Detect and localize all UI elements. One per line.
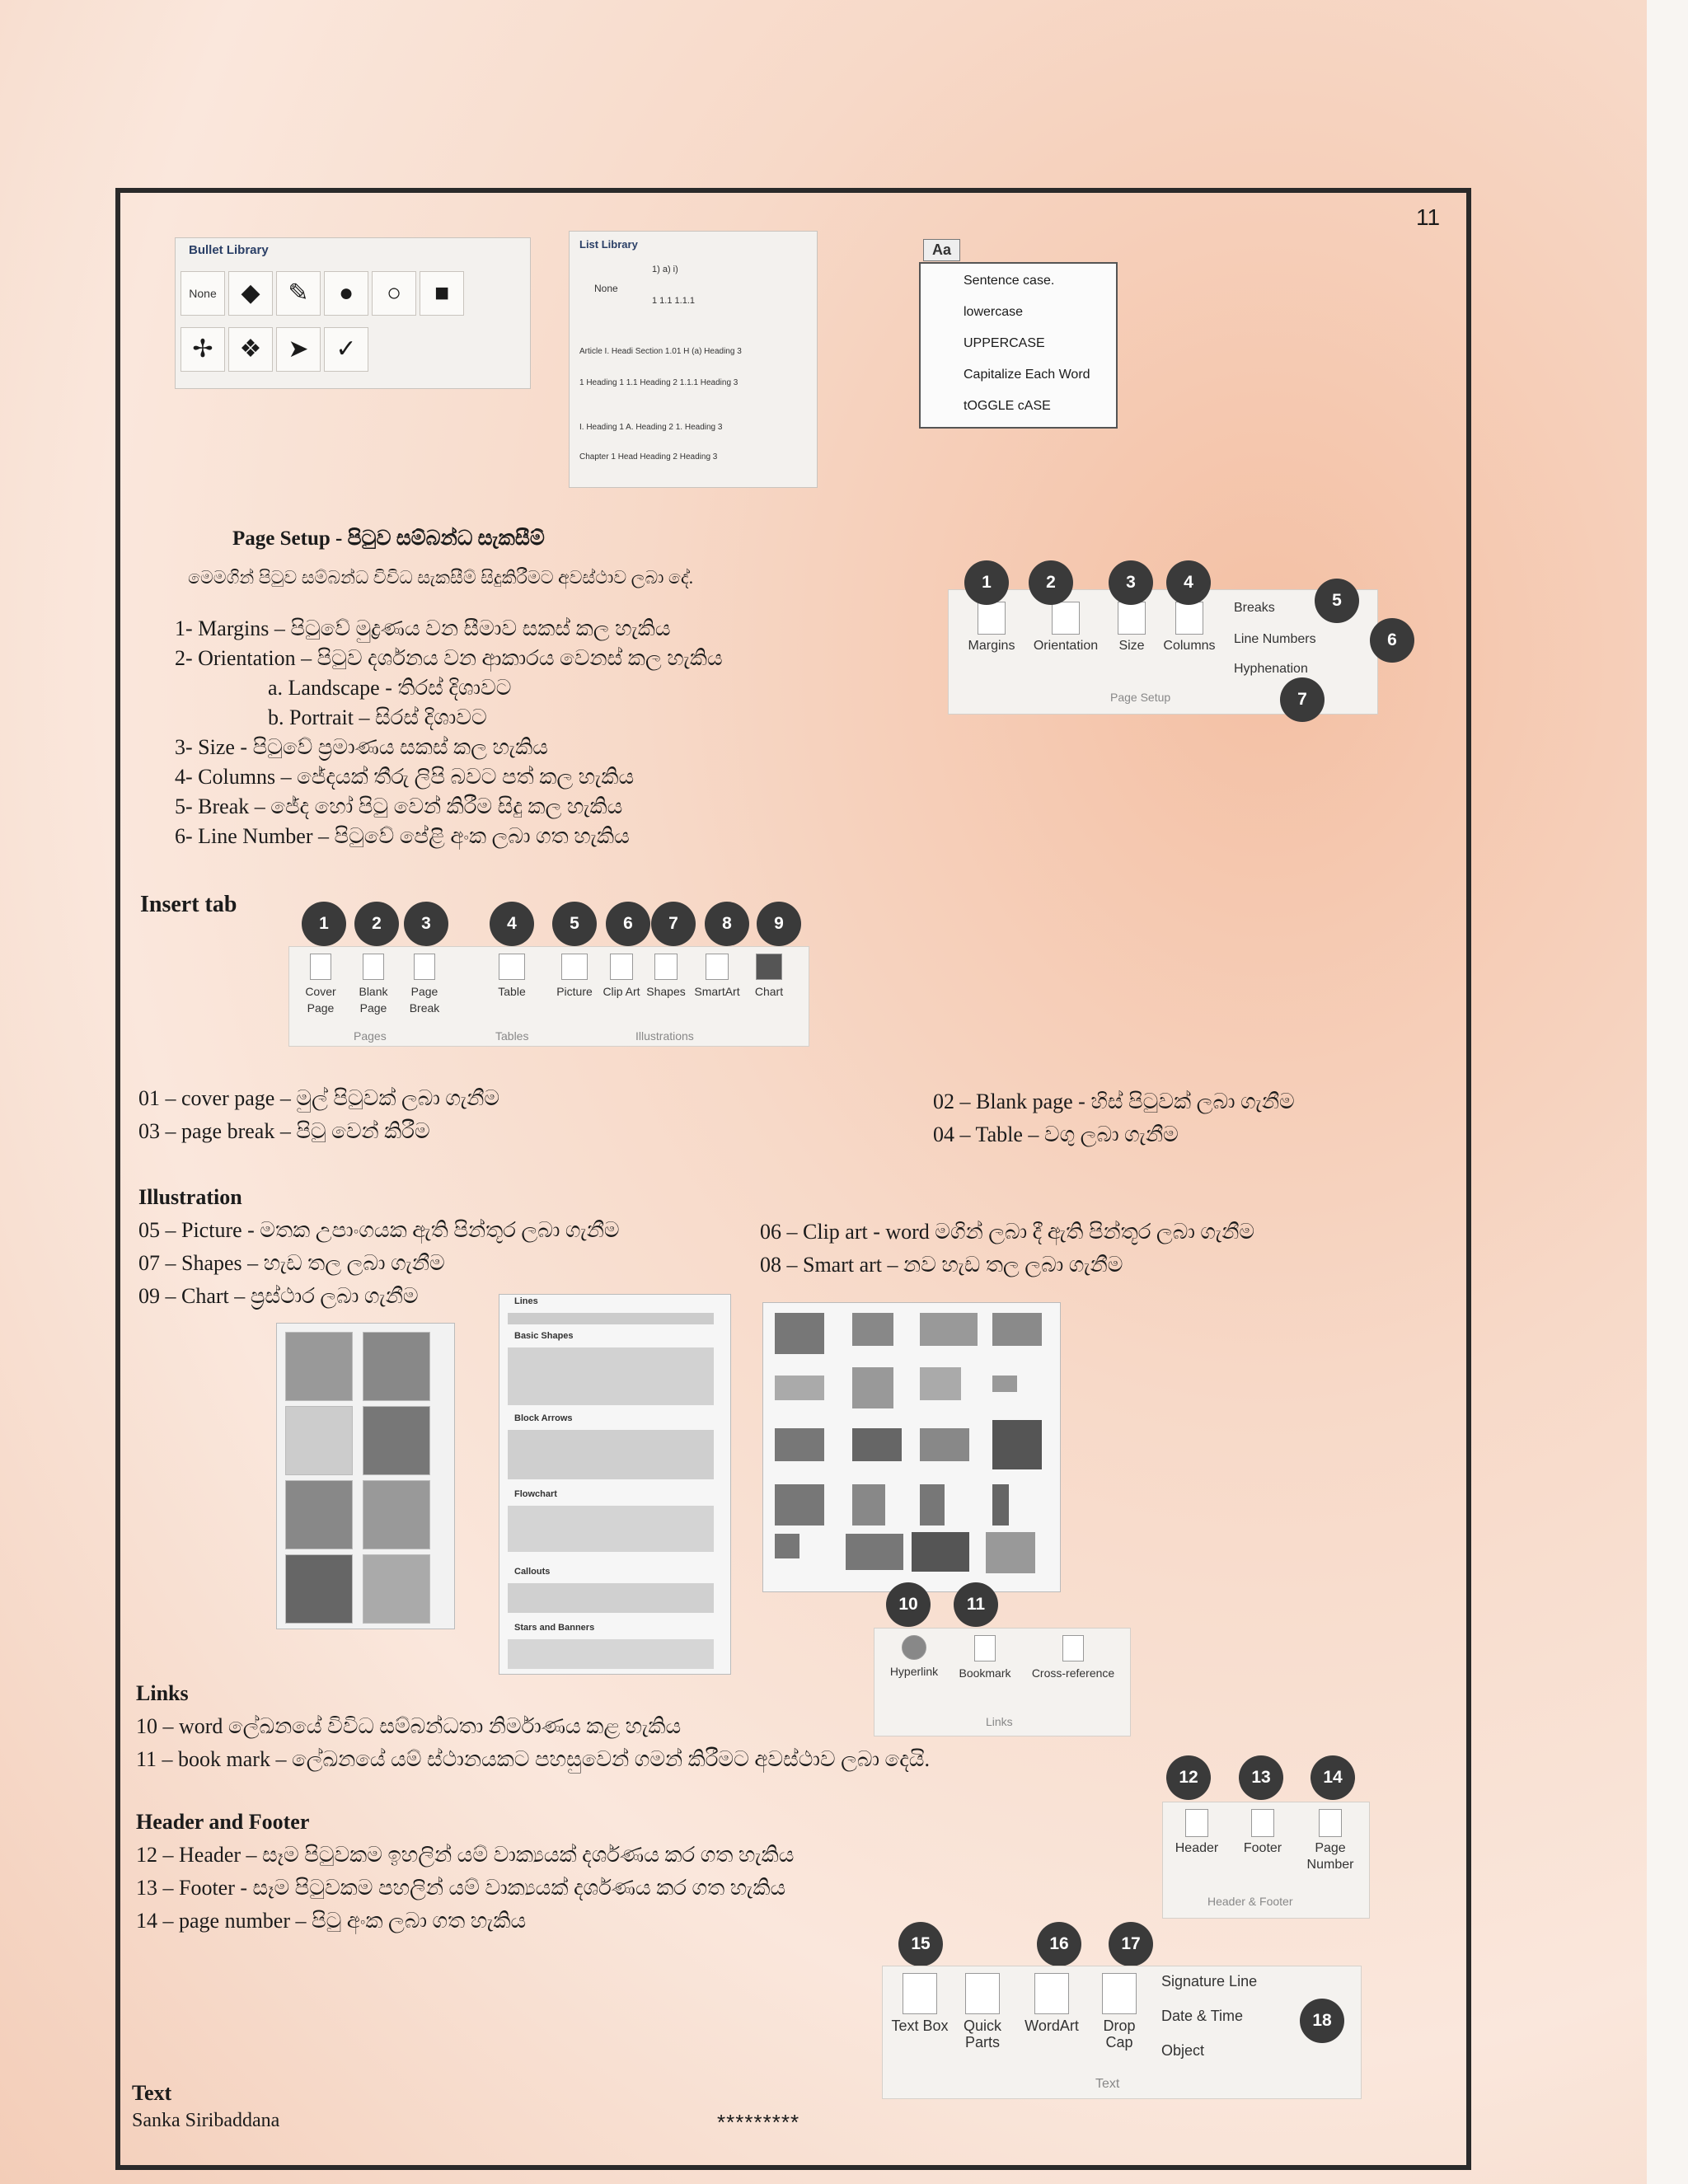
case-lower[interactable]: lowercase (964, 305, 1024, 319)
clip-art-thumbnail[interactable] (363, 1554, 430, 1624)
clip-art-thumbnail[interactable] (285, 1332, 353, 1401)
smartart-thumbnail[interactable] (992, 1313, 1042, 1346)
smartart-thumbnail[interactable] (992, 1484, 1009, 1526)
clip-art-thumbnail[interactable] (285, 1480, 353, 1549)
smartart-thumbnail[interactable] (920, 1428, 969, 1461)
badge: 4 (490, 902, 534, 946)
links-ribbon (874, 1628, 1131, 1736)
header-icon (1185, 1809, 1208, 1837)
smartart-thumbnail[interactable] (920, 1367, 961, 1400)
blank-page-button[interactable]: Blank Page (349, 954, 398, 1016)
size-icon (1118, 602, 1146, 635)
shapes-row[interactable] (508, 1430, 714, 1479)
object-button[interactable]: Object (1161, 2042, 1205, 2059)
quick-parts-icon (965, 1973, 1000, 2014)
bullet-square-icon[interactable]: ■ (420, 271, 464, 316)
page-number-icon (1319, 1809, 1342, 1837)
badge: 16 (1037, 1922, 1081, 1966)
shapes-section-label: Callouts (514, 1567, 551, 1577)
shapes-section-label: Stars and Banners (514, 1623, 595, 1633)
page-break-icon (414, 954, 435, 980)
shapes-row[interactable] (508, 1506, 714, 1552)
shapes-section-label: Block Arrows (514, 1413, 573, 1423)
table-icon (499, 954, 525, 980)
smartart-thumbnail[interactable] (775, 1484, 824, 1526)
list-library-panel (569, 231, 818, 488)
table-button[interactable]: Table (487, 954, 537, 1000)
badge: 9 (757, 902, 801, 946)
smartart-icon (706, 954, 729, 980)
list-row[interactable]: 1) a) i) (652, 265, 678, 274)
shapes-section-label: Flowchart (514, 1489, 557, 1499)
tables-group-label: Tables (495, 1029, 529, 1043)
shapes-row[interactable] (508, 1639, 714, 1669)
picture-icon (561, 954, 588, 980)
hyperlink-button[interactable]: Hyperlink (879, 1635, 949, 1680)
bullet-dot-icon[interactable]: ● (324, 271, 368, 316)
illustrations-group-label: Illustrations (635, 1029, 694, 1043)
bullet-diamond-icon[interactable]: ◆ (228, 271, 273, 316)
smartart-thumbnail[interactable] (775, 1313, 824, 1354)
badge: 5 (1315, 579, 1359, 623)
page-edge (1647, 0, 1688, 2184)
insert-tab-title: Insert tab (140, 892, 237, 917)
text-box-button[interactable]: Text Box (891, 1973, 949, 2034)
badge: 18 (1300, 1999, 1344, 2043)
shapes-icon (654, 954, 678, 980)
margins-button[interactable]: Margins (959, 602, 1025, 654)
text-group-label: Text (1095, 2077, 1120, 2091)
illustration-item: 07 – Shapes – හැඩ තල ලබා ගැනීම (138, 1251, 445, 1275)
badge: 10 (886, 1582, 931, 1627)
hyphenation-button[interactable]: Hyphenation (1234, 662, 1308, 676)
list-row[interactable]: Chapter 1 Head Heading 2 Heading 3 (579, 452, 718, 462)
case-sentence[interactable]: Sentence case. (964, 274, 1055, 288)
badge: 6 (1370, 618, 1414, 663)
smartart-thumbnail[interactable] (986, 1532, 1035, 1573)
footer-stars: ********* (717, 2110, 800, 2135)
drop-cap-icon (1102, 1973, 1137, 2014)
smartart-thumbnail[interactable] (852, 1484, 885, 1526)
cross-reference-button[interactable]: Cross-reference (1021, 1635, 1125, 1681)
page-number: 11 (1416, 204, 1441, 230)
bullet-pen-icon[interactable]: ✎ (276, 271, 321, 316)
page-setup-item: 5- Break – ජේද හෝ පිටු වෙන් කිරීම සිදු කල හැකිය (175, 794, 623, 818)
globe-icon (902, 1635, 926, 1660)
header-footer-item: 13 – Footer - සෑම පිටුවකම පහලින් යම් වාක්‍යයක් දර්ශණය කර ගත හැකිය (136, 1876, 786, 1900)
clip-art-thumbnail[interactable] (285, 1406, 353, 1475)
footer-button[interactable]: Footer (1234, 1809, 1292, 1857)
links-group-label: Links (986, 1715, 1013, 1728)
page-number-button[interactable]: Page Number (1300, 1809, 1361, 1873)
smartart-thumbnail[interactable] (992, 1420, 1042, 1469)
illustration-item: 08 – Smart art – නව හැඩ තල ලබා ගැනීම (760, 1253, 1123, 1277)
page-break-button[interactable]: Page Break (400, 954, 449, 1016)
smartart-thumbnail[interactable] (920, 1313, 978, 1346)
header-footer-title: Header and Footer (136, 1810, 310, 1834)
header-footer-item: 14 – page number – පිටු අංක ලබා ගත හැකිය (136, 1909, 527, 1933)
shapes-row[interactable] (508, 1347, 714, 1405)
shapes-button[interactable]: Shapes (644, 954, 688, 1000)
cross-reference-icon (1062, 1635, 1084, 1661)
badge: 5 (552, 902, 597, 946)
list-row[interactable]: I. Heading 1 A. Heading 2 1. Heading 3 (579, 423, 723, 432)
badge: 17 (1109, 1922, 1153, 1966)
blank-page-icon (363, 954, 384, 980)
author-name: Sanka Siribaddana (132, 2110, 280, 2131)
case-toggle[interactable]: tOGGLE cASE (964, 399, 1051, 413)
insert-item: 02 – Blank page - හිස් පිටුවක් ලබා ගැනීම (933, 1090, 1295, 1113)
wordart-button[interactable]: WordArt (1015, 1973, 1089, 2034)
badge: 7 (1280, 677, 1325, 722)
cover-page-icon (310, 954, 331, 980)
badge: 7 (651, 902, 696, 946)
clip-art-gallery (276, 1323, 455, 1629)
illustration-item: 05 – Picture - මතක උපාංගයක ඇති පින්තූර ලබා ගැනීම (138, 1218, 620, 1242)
badge: 14 (1311, 1755, 1355, 1800)
bullet-cross-icon[interactable]: ✢ (181, 327, 225, 372)
margins-icon (978, 602, 1006, 635)
page-setup-subitem: b. Portrait – සිරස් දිශාවට (268, 705, 487, 729)
page-setup-subitem: a. Landscape - තිරස් දිශාවට (268, 676, 512, 700)
header-footer-item: 12 – Header – සෑම පිටුවකම ඉහලින් යම් වාක්‍යයක් දර්ශණය කර ගත හැකිය (136, 1843, 795, 1867)
case-upper[interactable]: UPPERCASE (964, 336, 1045, 350)
list-library-title: List Library (579, 238, 638, 251)
clip-art-thumbnail[interactable] (363, 1332, 430, 1401)
list-row[interactable]: 1 1.1 1.1.1 (652, 296, 695, 306)
shapes-section-label: Lines (514, 1296, 538, 1306)
smartart-thumbnail[interactable] (852, 1367, 893, 1408)
header-footer-group-label: Header & Footer (1207, 1895, 1293, 1908)
illustration-title: Illustration (138, 1185, 242, 1209)
links-item: 10 – word ලේඛනයේ විවිධ සම්බන්ධතා නිර්මාණය කළ හැකිය (136, 1714, 682, 1738)
smartart-gallery (762, 1302, 1061, 1592)
line-numbers-button[interactable]: Line Numbers (1234, 632, 1316, 646)
insert-item: 04 – Table – වගු ලබා ගැනීම (933, 1122, 1179, 1146)
chart-button[interactable]: Chart (746, 954, 792, 1000)
drop-cap-button[interactable]: Drop Cap (1090, 1973, 1148, 2050)
shapes-row[interactable] (508, 1313, 714, 1324)
page-setup-item: 1- Margins – පිටුවේ මුද්‍රණය වන සීමාව සකස් කල හැකිය (175, 616, 671, 640)
list-row[interactable]: Article I. Headi Section 1.01 H (a) Heading 3 (579, 347, 742, 356)
page-setup-item: 6- Line Number – පිටුවේ පේළි අංක ලබා ගත හැකිය (175, 824, 630, 848)
picture-button[interactable]: Picture (550, 954, 599, 1000)
smartart-thumbnail[interactable] (852, 1313, 893, 1346)
clip-art-icon (610, 954, 633, 980)
links-item: 11 – book mark – ලේඛනයේ යම් ස්ථානයකට පහසුවෙන් ගමන් කිරීමට අවස්ථාව ලබා දෙයි. (136, 1747, 931, 1771)
list-row[interactable]: 1 Heading 1 1.1 Heading 2 1.1.1 Heading 3 (579, 378, 738, 387)
text-ribbon (882, 1966, 1362, 2099)
badge: 11 (954, 1582, 998, 1627)
list-none[interactable]: None (594, 283, 618, 294)
badge: 15 (898, 1922, 943, 1966)
illustration-item: 06 – Clip art - word මගින් ලබා දී ඇති පින්තූර ලබා ගැනීම (760, 1220, 1255, 1244)
bullet-check-icon[interactable]: ✓ (324, 327, 368, 372)
footer-icon (1251, 1809, 1274, 1837)
smartart-thumbnail[interactable] (912, 1532, 969, 1572)
badge: 3 (404, 902, 448, 946)
chart-icon (756, 954, 782, 980)
date-time-button[interactable]: Date & Time (1161, 2008, 1244, 2024)
bullet-arrow-icon[interactable]: ➤ (276, 327, 321, 372)
bookmark-icon (974, 1635, 996, 1661)
smartart-thumbnail[interactable] (992, 1376, 1017, 1392)
orientation-button[interactable]: Orientation (1025, 602, 1107, 654)
bullet-circle-icon[interactable]: ○ (372, 271, 416, 316)
size-button[interactable]: Size (1109, 602, 1155, 654)
insert-ribbon (288, 946, 809, 1047)
case-capitalize[interactable]: Capitalize Each Word (964, 368, 1090, 382)
illustration-item: 09 – Chart – ප්‍රස්ථාර ලබා ගැනීම (138, 1284, 419, 1308)
page-setup-item: 3- Size - පිටුවේ ප්‍රමාණය සකස් කල හැකිය (175, 735, 548, 759)
clip-art-thumbnail[interactable] (363, 1480, 430, 1549)
columns-icon (1175, 602, 1203, 635)
text-section-title: Text (132, 2081, 172, 2105)
badge: 2 (354, 902, 399, 946)
clip-art-button[interactable]: Clip Art (601, 954, 642, 1000)
smartart-thumbnail[interactable] (852, 1428, 902, 1461)
links-title: Links (136, 1681, 189, 1705)
orientation-icon (1052, 602, 1080, 635)
smartart-button[interactable]: SmartArt (690, 954, 744, 1000)
columns-button[interactable]: Columns (1156, 602, 1222, 654)
page-setup-intro: මෙමගින් පිටුව සම්බන්ධ විවිධ සැකසීම් සිදුකිරීමට අවස්ථාව ලබා දේ. (188, 567, 694, 588)
smartart-thumbnail[interactable] (920, 1484, 945, 1526)
bullet-none[interactable]: None (181, 271, 225, 316)
clip-art-thumbnail[interactable] (363, 1406, 430, 1475)
pages-group-label: Pages (354, 1029, 387, 1043)
page-setup-item: 2- Orientation – පිටුව දර්ශනය වන ආකාරය වෙනස් කල හැකිය (175, 646, 723, 670)
badge: 13 (1239, 1755, 1283, 1800)
text-box-icon (903, 1973, 937, 2014)
cover-page-button[interactable]: Cover Page (294, 954, 347, 1016)
badge: 3 (1109, 560, 1153, 605)
clip-art-thumbnail[interactable] (285, 1554, 353, 1624)
page-setup-group-label: Page Setup (1110, 691, 1171, 704)
insert-item: 03 – page break – පිටු වෙන් කිරීම (138, 1119, 430, 1143)
bullet-library-panel (175, 237, 531, 389)
badge: 6 (606, 902, 650, 946)
header-button[interactable]: Header (1168, 1809, 1226, 1857)
change-case-button[interactable]: Aa (923, 239, 960, 261)
smartart-thumbnail[interactable] (775, 1534, 799, 1558)
wordart-icon (1034, 1973, 1069, 2014)
shapes-gallery (499, 1294, 731, 1675)
insert-item: 01 – cover page – මුල් පිටුවක් ලබා ගැනීම (138, 1086, 500, 1110)
bullet-library-title: Bullet Library (189, 243, 269, 257)
smartart-thumbnail[interactable] (775, 1428, 824, 1461)
badge: 1 (964, 560, 1009, 605)
change-case-menu (919, 262, 1118, 429)
badge: 2 (1029, 560, 1073, 605)
badge: 1 (302, 902, 346, 946)
header-footer-ribbon (1162, 1802, 1370, 1919)
signature-line-button[interactable]: Signature Line (1161, 1973, 1258, 1990)
smartart-thumbnail[interactable] (846, 1534, 903, 1570)
page-setup-item: 4- Columns – ජේදයක් තීරු ලිපි බවට පත් කල හැකිය (175, 765, 635, 789)
bookmark-button[interactable]: Bookmark (950, 1635, 1020, 1681)
bullet-fourdiamond-icon[interactable]: ❖ (228, 327, 273, 372)
quick-parts-button[interactable]: Quick Parts (954, 1973, 1011, 2050)
shapes-section-label: Basic Shapes (514, 1331, 574, 1341)
page-setup-title: Page Setup - පිටුව සම්බන්ධ සැකසීම් (232, 527, 545, 550)
shapes-row[interactable] (508, 1583, 714, 1613)
badge: 12 (1166, 1755, 1211, 1800)
badge: 4 (1166, 560, 1211, 605)
breaks-button[interactable]: Breaks (1234, 601, 1275, 615)
smartart-thumbnail[interactable] (775, 1376, 824, 1400)
badge: 8 (705, 902, 749, 946)
